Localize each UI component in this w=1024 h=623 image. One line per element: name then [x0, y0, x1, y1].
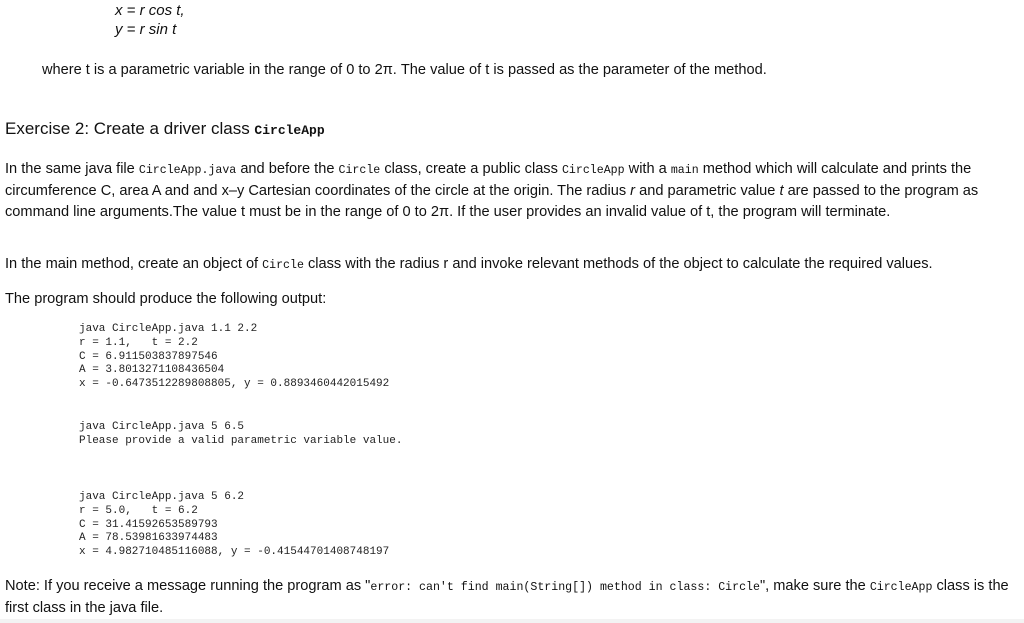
p1-code-circle: Circle: [338, 164, 381, 177]
code-block-3: java CircleApp.java 5 6.2 r = 5.0, t = 6.2 C = 31.41592653589793 A = 78.53981633974483 x = 4.982710485116088, y = -0.41544701408748197: [79, 491, 390, 559]
note-text-2: ", make sure the: [759, 578, 870, 594]
p1-code-main: main: [670, 164, 699, 177]
p1-text-2: and before the: [236, 161, 339, 177]
exercise-heading: [5, 119, 325, 139]
p1-text-4: with a: [624, 161, 671, 177]
p1-text-5: method which will calculate and prints the circumference C, area A and and x–y Cartesian coordinates of the circle at the origin. The radius: [5, 161, 972, 200]
note-paragraph: [5, 576, 1017, 619]
p1-italic-t: t: [779, 183, 784, 200]
note-text-3: class is the first class in the java file.: [5, 578, 1009, 617]
code-block-2: java CircleApp.java 5 6.5 Please provide a valid parametric variable value.: [79, 421, 403, 447]
formula-y-line: y = r sin t: [115, 21, 177, 38]
p1-text-7: are passed to the program as command line arguments.The value t must be in the range of 0 to 2π. If the user provides an invalid value of t, the program will terminate.: [5, 183, 979, 220]
p2-text-1: In the main method, create an object of: [5, 256, 263, 272]
p2-text-2: class with the radius r and invoke relevant methods of the object to calculate the required values.: [303, 256, 933, 272]
p1-code-filename: CircleApp.java: [138, 164, 237, 177]
where-description: where t is a parametric variable in the range of 0 to 2π. The value of t is passed as the parameter of the method.: [42, 62, 767, 78]
note-text-1: Note: If you receive a message running the program as ": [5, 578, 371, 594]
p2-code-circle: Circle: [262, 259, 304, 272]
output-intro: The program should produce the following output:: [5, 291, 327, 307]
exercise-heading-code: CircleApp: [254, 123, 325, 138]
note-code-circleapp: CircleApp: [869, 581, 933, 594]
p1-text-6: and parametric value: [635, 183, 780, 200]
formula-x-line: x = r cos t,: [115, 2, 185, 19]
p1-text-3: class, create a public class: [380, 161, 562, 177]
main-method-paragraph: [5, 254, 1017, 276]
note-code-error: error: can't find main(String[]) method in class: Circle: [370, 581, 760, 594]
p1-text-1: In the same java file: [5, 161, 139, 177]
p1-italic-r: r: [630, 183, 636, 200]
exercise-heading-text: Exercise 2: Create a driver class: [5, 119, 255, 138]
instructions-paragraph: [5, 159, 1017, 222]
bottom-divider: [0, 619, 1024, 623]
p1-code-circleapp: CircleApp: [561, 164, 625, 177]
code-block-1: java CircleApp.java 1.1 2.2 r = 1.1, t = 2.2 C = 6.911503837897546 A = 3.8013271108436504 x = -0.6473512289808805, y = 0.8893460442015492: [79, 323, 390, 391]
